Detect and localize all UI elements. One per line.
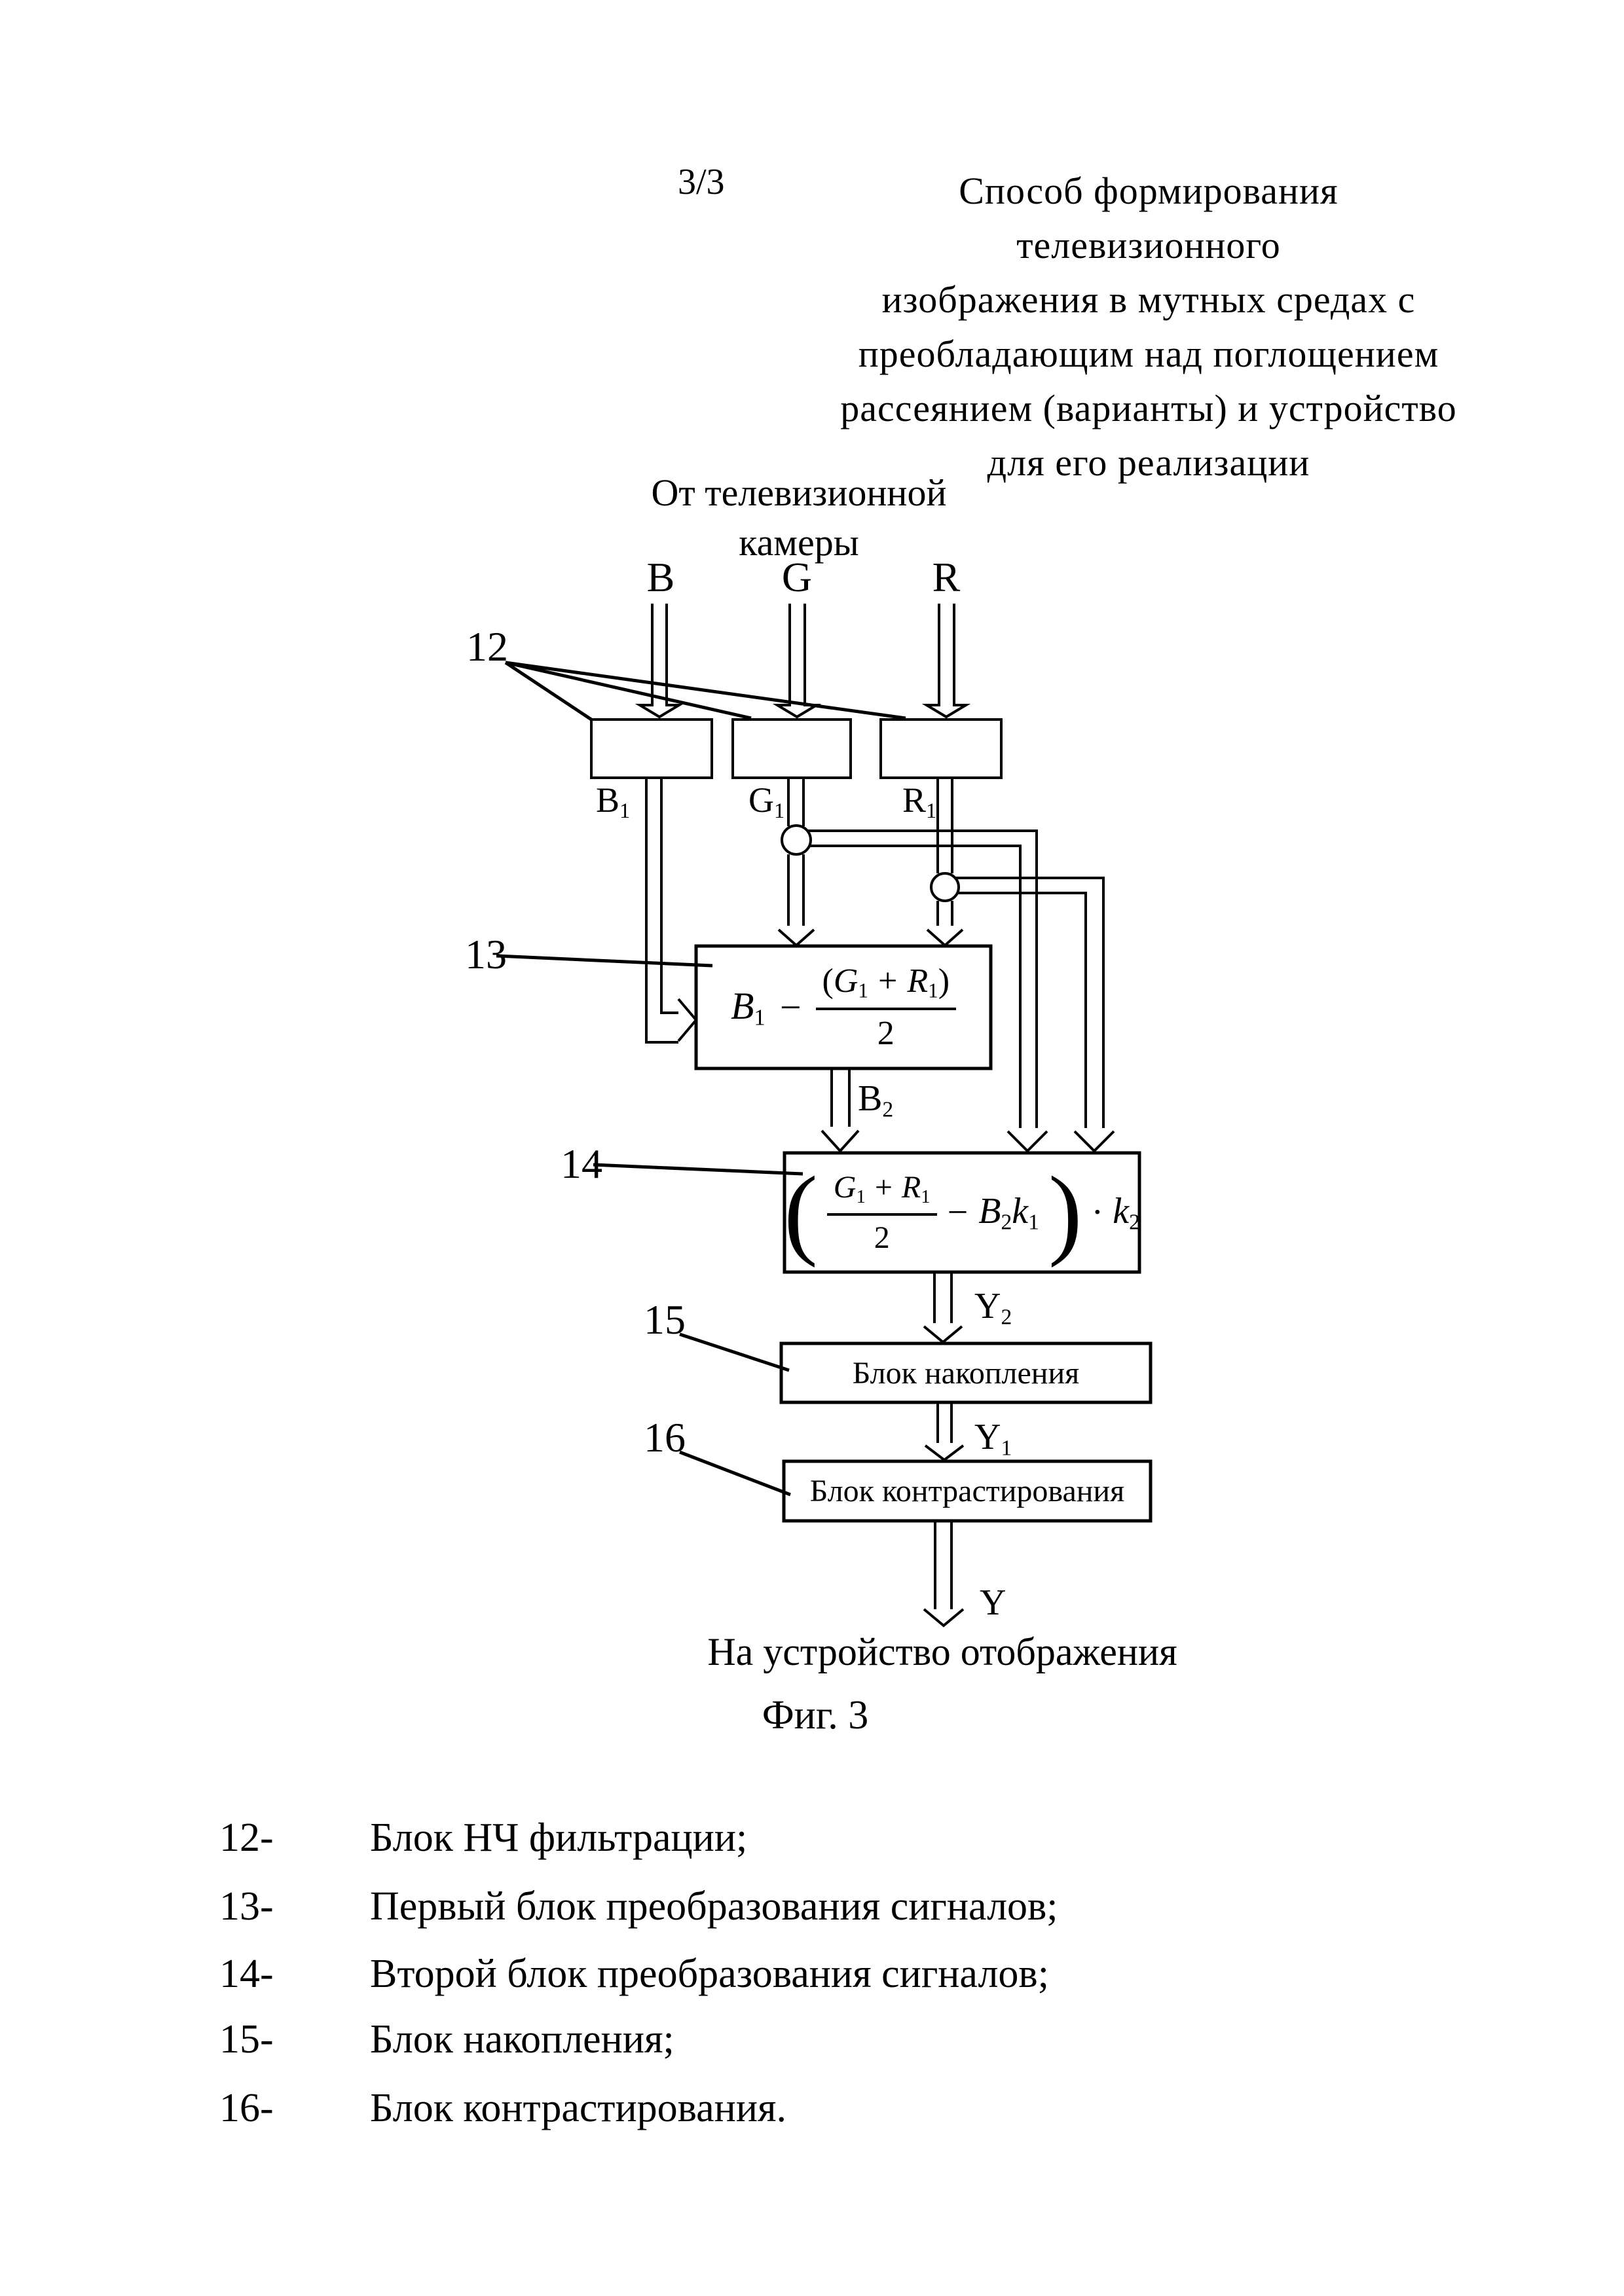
legend-text: Второй блок преобразования сигналов;	[370, 1952, 1049, 1996]
title-line: Способ формирования телевизионного	[959, 170, 1338, 266]
ref12-pointer-lines	[506, 663, 906, 720]
f14-b2k1-term: B2k1	[978, 1190, 1039, 1235]
legend-text: Блок НЧ фильтрации;	[370, 1815, 748, 1860]
wire-b1-arrowhead	[678, 999, 696, 1041]
legend-text: Первый блок преобразования сигналов;	[370, 1884, 1058, 1929]
tap-node-g	[782, 826, 811, 854]
f14-left-paren: (	[784, 1156, 818, 1269]
f14-fraction: $\frac{G1 + R1}{2}$	[827, 1169, 937, 1256]
signal-label-b2: B2	[858, 1078, 894, 1122]
legend-num: 14-	[219, 1952, 274, 1996]
figure-caption: Фиг. 3	[762, 1693, 869, 1738]
ref-numeral-14: 14	[561, 1140, 602, 1187]
contrast-box: Блок контрастирования	[809, 1474, 1125, 1508]
title-line: рассеянием (варианты) и устройство	[840, 387, 1457, 429]
title-line: изображения в мутных средах с	[881, 278, 1416, 321]
f13-minus: −	[779, 986, 802, 1029]
accumulator-box: Блок накопления	[852, 1355, 1080, 1391]
wire-r1-branch-arrowhead	[1075, 1131, 1114, 1151]
wire-g1-branch-arrowhead	[1008, 1131, 1047, 1151]
ref-numeral-12: 12	[466, 623, 508, 670]
wire-y1	[938, 1402, 951, 1443]
legend-num: 13-	[219, 1884, 274, 1929]
legend-item-14	[219, 1952, 1049, 1996]
title-line: преобладающим над поглощением	[858, 333, 1439, 375]
legend-text: Блок контрастирования.	[370, 2086, 787, 2130]
ref-numeral-16: 16	[644, 1414, 686, 1461]
input-arrow-r	[927, 604, 966, 717]
title-line: для его реализации	[987, 441, 1310, 484]
signal-label-g: G	[781, 554, 813, 600]
signal-label-b: B	[646, 554, 675, 600]
f14-k2-term: k2	[1113, 1190, 1140, 1235]
legend-item-15	[219, 2017, 674, 2062]
signal-label-r: R	[932, 554, 961, 600]
f14-minus: −	[947, 1192, 969, 1233]
source-label-line1: От телевизионной	[651, 471, 947, 514]
signal-label-r1: R1	[902, 780, 937, 824]
tap-node-r	[931, 873, 959, 901]
wire-r1-arrowhead	[927, 930, 963, 945]
legend-text: Блок накопления;	[370, 2017, 674, 2062]
signal-label-y2: Y2	[974, 1286, 1012, 1330]
legend-num: 16-	[219, 2086, 274, 2130]
ref15-pointer-line	[680, 1334, 789, 1370]
ref-numeral-15: 15	[644, 1296, 686, 1343]
filter-box-r	[881, 720, 1001, 778]
ref13-pointer-line	[496, 956, 712, 966]
f14-right-paren: )	[1048, 1156, 1082, 1269]
wire-g1-upper	[788, 778, 803, 826]
wire-b2	[832, 1068, 849, 1127]
filter-box-g	[733, 720, 851, 778]
source-label-line2: камеры	[739, 521, 859, 564]
ref16-pointer-line	[680, 1452, 790, 1495]
signal-label-b1: B1	[596, 780, 631, 824]
signal-label-y1: Y1	[974, 1417, 1012, 1461]
legend-item-12	[219, 1815, 748, 1860]
wire-y1-arrowhead	[925, 1446, 963, 1460]
wire-g1-arrowhead	[779, 930, 814, 945]
signal-label-g1: G1	[748, 780, 785, 824]
ref14-pointer-line	[593, 1165, 803, 1174]
wire-b2-arrowhead	[822, 1131, 858, 1151]
ref-numeral-13: 13	[465, 931, 507, 977]
legend-num: 12-	[219, 1815, 274, 1860]
wire-y2	[934, 1272, 951, 1323]
source-label	[602, 468, 995, 568]
wire-r1-lower	[938, 901, 952, 926]
patent-title	[824, 164, 1473, 490]
legend-num: 15-	[219, 2017, 274, 2062]
f13-fraction: $\frac{(G1 + R1)}{2}$	[816, 962, 957, 1053]
f13-b1-term: B1	[730, 984, 766, 1030]
wire-r1-upper	[938, 778, 952, 873]
f14-dot: ·	[1091, 1192, 1104, 1233]
signal-label-y: Y	[980, 1582, 1006, 1623]
second-transform-box	[784, 1153, 1139, 1272]
first-transform-box	[696, 946, 991, 1068]
wire-y-out	[935, 1521, 951, 1609]
wire-b1	[646, 778, 678, 1042]
output-label: На устройство отображения	[707, 1630, 1177, 1673]
legend-item-16	[219, 2086, 787, 2130]
legend-item-13	[219, 1884, 1058, 1929]
filter-box-b	[591, 720, 712, 778]
wire-g1-lower	[788, 854, 803, 926]
wire-y-out-arrowhead	[924, 1609, 963, 1626]
sheet-number: 3/3	[678, 162, 725, 202]
wire-y2-arrowhead	[924, 1326, 962, 1342]
